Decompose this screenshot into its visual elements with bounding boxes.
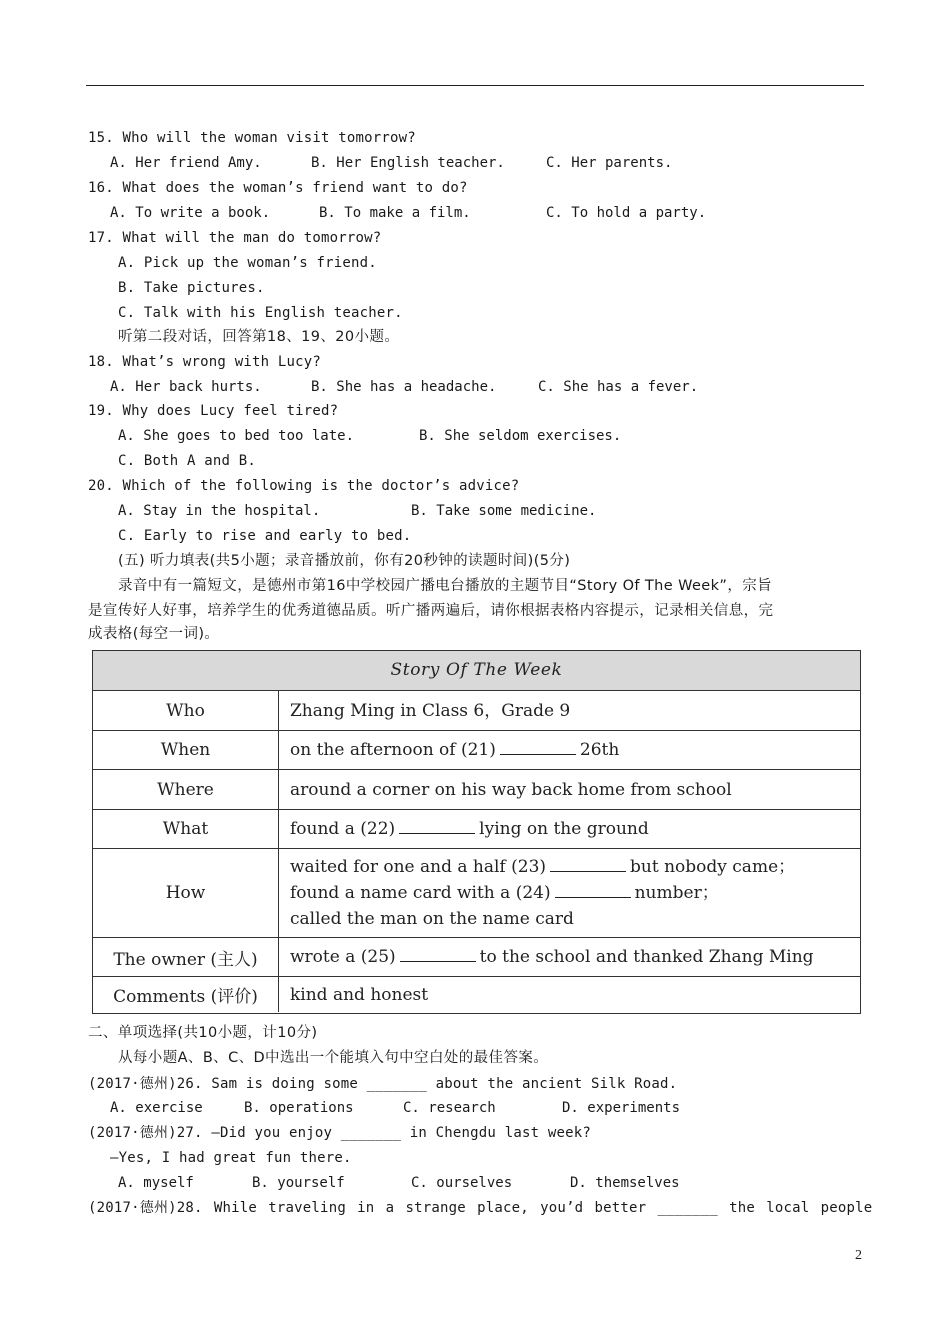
story-of-the-week-table <box>92 650 861 1014</box>
cell-text: but nobody came； <box>630 857 796 877</box>
part2-instructions: 从每小题A、B、C、D中选出一个能填入句中空白处的最佳答案。 <box>118 1050 549 1066</box>
section-2-note: 听第二段对话，回答第18、19、20小题。 <box>118 329 400 345</box>
row-value <box>290 977 852 1012</box>
page-number: 2 <box>855 1248 862 1263</box>
row-label: Who <box>93 691 279 730</box>
row-value <box>290 770 852 809</box>
q17-option-c: C. Talk with his English teacher. <box>118 305 403 321</box>
q27-option-d: D. themselves <box>570 1175 680 1191</box>
row-value <box>290 731 852 769</box>
q26-option-a: A. exercise <box>110 1100 203 1116</box>
question-16: 16. What does the woman’s friend want to do? <box>88 180 468 196</box>
row-value <box>290 810 852 848</box>
table-row-owner <box>93 937 860 976</box>
row-value <box>290 691 852 730</box>
question-26: (2017·德州)26. Sam is doing some _______ about the ancient Silk Road. <box>88 1076 678 1092</box>
table-row-who <box>93 690 860 730</box>
cell-text: to the school and thanked Zhang Ming <box>479 947 814 967</box>
part2-title: 二、单项选择(共10小题，计10分) <box>88 1025 318 1041</box>
answer-blank-23[interactable] <box>550 855 626 872</box>
row-label: Comments (评价) <box>93 977 279 1012</box>
q15-option-a: A. Her friend Amy. <box>110 155 262 171</box>
cell-text: kind and honest <box>290 984 429 1005</box>
q27-option-a: A. myself <box>118 1175 194 1191</box>
cell-text: Zhang Ming in Class 6，Grade 9 <box>290 700 571 721</box>
q15-option-c: C. Her parents. <box>546 155 673 171</box>
q15-option-b: B. Her English teacher. <box>311 155 505 171</box>
table-row-comments <box>93 976 860 1012</box>
answer-blank-25[interactable] <box>400 945 476 962</box>
q19-options-row <box>118 426 818 446</box>
q18-option-b: B. She has a headache. <box>311 379 497 395</box>
cell-text: number； <box>634 883 719 903</box>
question-27: (2017·德州)27. —Did you enjoy _______ in Chengdu last week? <box>88 1125 591 1141</box>
part5-intro-line-1: 录音中有一篇短文，是德州市第16中学校园广播电台播放的主题节目“Story Of The Week”，宗旨 <box>118 578 773 594</box>
q16-option-a: A. To write a book. <box>110 205 271 221</box>
question-20: 20. Which of the following is the doctor’s advice? <box>88 478 520 494</box>
answer-blank-21[interactable] <box>500 738 576 755</box>
q18-option-a: A. Her back hurts. <box>110 379 262 395</box>
q16-options <box>110 203 810 223</box>
table-row-when <box>93 730 860 769</box>
question-17: 17. What will the man do tomorrow? <box>88 230 382 246</box>
q19-option-b: B. She seldom exercises. <box>419 428 622 444</box>
q20-options-row <box>118 501 818 521</box>
q20-option-b: B. Take some medicine. <box>411 503 597 519</box>
q27-option-b: B. yourself <box>252 1175 345 1191</box>
cell-text: called the man on the name card <box>290 909 574 929</box>
part5-intro-line-3: 成表格(每空一词)。 <box>88 626 220 642</box>
question-18: 18. What’s wrong with Lucy? <box>88 354 321 370</box>
table-row-what <box>93 809 860 848</box>
q17-option-b: B. Take pictures. <box>118 280 265 296</box>
q27-option-c: C. ourselves <box>411 1175 513 1191</box>
q15-options <box>110 153 810 173</box>
question-28: (2017·德州)28. While traveling in a strange place, you’d better _______ the local people <box>88 1200 873 1216</box>
q19-option-a: A. She goes to bed too late. <box>118 428 355 444</box>
cell-text: wrote a (25) <box>290 947 396 967</box>
question-19: 19. Why does Lucy feel tired? <box>88 403 339 419</box>
table-row-where <box>93 769 860 809</box>
cell-text: 26th <box>579 740 620 760</box>
part5-title: (五) 听力填表(共5小题；录音播放前，你有20秒钟的读题时间)(5分) <box>118 553 571 569</box>
answer-blank-22[interactable] <box>399 817 475 834</box>
q18-options <box>110 377 810 397</box>
q26-options <box>110 1098 810 1118</box>
row-label: The owner (主人) <box>93 938 279 976</box>
q20-option-c: C. Early to rise and early to bed. <box>118 528 412 544</box>
table-title: Story Of The Week <box>93 651 860 690</box>
part5-intro-line-2: 是宣传好人好事，培养学生的优秀道德品质。听广播两遍后，请你根据表格内容提示，记录相关信息，完 <box>88 603 774 619</box>
row-label: When <box>93 731 279 769</box>
row-value <box>290 938 852 976</box>
row-label: What <box>93 810 279 848</box>
q16-option-b: B. To make a film. <box>319 205 471 221</box>
q20-option-a: A. Stay in the hospital. <box>118 503 321 519</box>
cell-text: found a (22) <box>290 819 396 839</box>
answer-blank-24[interactable] <box>555 881 631 898</box>
table-row-how <box>93 848 860 937</box>
q26-option-b: B. operations <box>244 1100 354 1116</box>
q18-option-c: C. She has a fever. <box>538 379 699 395</box>
cell-text: waited for one and a half (23) <box>290 857 547 877</box>
q26-option-c: C. research <box>403 1100 496 1116</box>
row-label: Where <box>93 770 279 809</box>
header-rule <box>86 85 864 86</box>
row-value <box>290 849 852 937</box>
q26-option-d: D. experiments <box>562 1100 681 1116</box>
cell-text: lying on the ground <box>479 819 649 839</box>
cell-text: found a name card with a (24) <box>290 883 551 903</box>
row-label: How <box>93 849 279 937</box>
q27-reply: —Yes, I had great fun there. <box>110 1150 352 1166</box>
q27-options <box>118 1173 818 1193</box>
question-15: 15. Who will the woman visit tomorrow? <box>88 130 416 146</box>
q17-option-a: A. Pick up the woman’s friend. <box>118 255 377 271</box>
cell-text: on the afternoon of (21) <box>290 740 496 760</box>
cell-text: around a corner on his way back home from school <box>290 779 732 800</box>
q16-option-c: C. To hold a party. <box>546 205 707 221</box>
q19-option-c: C. Both A and B. <box>118 453 257 469</box>
